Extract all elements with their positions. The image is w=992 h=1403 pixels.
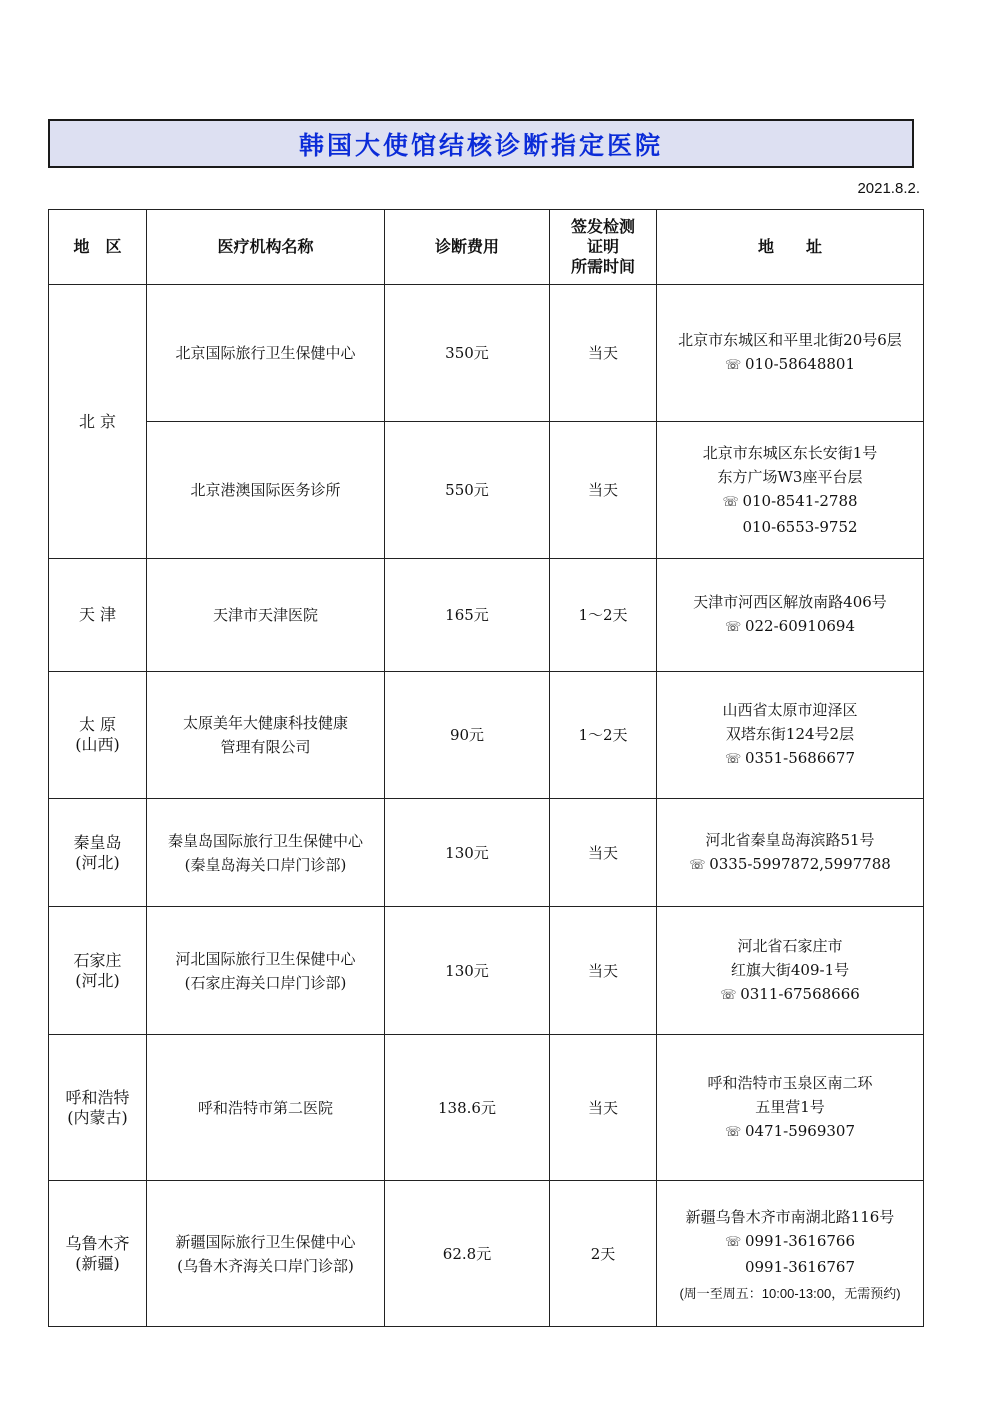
fee-cell: 130元	[385, 799, 550, 907]
address-cell	[657, 799, 924, 907]
phone-number: 022-60910694	[744, 617, 856, 635]
fee-cell: 550元	[385, 422, 550, 559]
region-name: 秦皇岛	[73, 832, 122, 852]
region-name: 太 原	[78, 715, 117, 734]
institution-cell	[147, 1035, 385, 1181]
institution-name: 北京国际旅行卫生保健中心	[175, 344, 356, 362]
address-cell	[657, 672, 924, 799]
address-line: 双塔东街124号2层	[725, 725, 855, 743]
region-name: 乌鲁木齐	[65, 1233, 130, 1253]
table-row	[49, 1035, 924, 1181]
region-name: 呼和浩特	[65, 1087, 130, 1107]
phone-line	[661, 1119, 919, 1145]
institution-name-line-2: (秦皇岛海关口岸门诊部)	[184, 855, 347, 874]
region-cell	[49, 907, 147, 1035]
institution-cell	[147, 799, 385, 907]
institution-name: 天津市天津医院	[212, 606, 318, 624]
region-cell	[49, 672, 147, 799]
header-region: 地 区	[49, 210, 147, 285]
institution-cell	[147, 422, 385, 559]
table-row	[49, 907, 924, 1035]
table-row	[49, 422, 924, 559]
region-name: 石家庄	[73, 950, 122, 970]
telephone-icon: ☏	[724, 620, 742, 635]
region-cell	[49, 1035, 147, 1181]
telephone-icon: ☏	[689, 857, 706, 873]
header-time-line-2: 证明	[586, 237, 619, 256]
region-province: (内蒙古)	[67, 1107, 128, 1127]
time-cell: 2天	[550, 1181, 657, 1327]
phone-line	[661, 352, 919, 378]
address-cell	[657, 907, 924, 1035]
phone-line	[661, 1229, 919, 1255]
address-line: 山西省太原市迎泽区	[722, 701, 858, 719]
time-cell: 当天	[550, 285, 657, 422]
header-address: 地 址	[657, 210, 924, 285]
phone-number: 0991-3616766	[744, 1231, 856, 1250]
time-cell: 1～2天	[550, 559, 657, 672]
address-cell	[657, 1181, 924, 1327]
address-line: 红旗大街409-1号	[730, 960, 850, 979]
header-institution: 医疗机构名称	[147, 210, 385, 285]
institution-name-line-2: (乌鲁木齐海关口岸门诊部)	[177, 1256, 354, 1275]
region-cell	[49, 799, 147, 907]
phone-line	[661, 614, 919, 640]
time-cell: 1～2天	[550, 672, 657, 799]
region-name: 天 津	[78, 605, 117, 624]
address-line: 河北省秦皇岛海滨路51号	[705, 830, 875, 849]
phone-number: 0471-5969307	[744, 1121, 856, 1140]
telephone-icon: ☏	[722, 495, 739, 510]
region-province: (新疆)	[75, 1253, 120, 1273]
page-title: 韩国大使馆结核诊断指定医院	[298, 130, 663, 160]
header-fee: 诊断费用	[385, 210, 550, 285]
phone-line	[661, 746, 919, 772]
address-line: 呼和浩特市玉泉区南二环	[707, 1073, 873, 1092]
time-cell: 当天	[550, 1035, 657, 1181]
institution-cell	[147, 672, 385, 799]
phone-number-secondary: 010-6553-9752	[742, 518, 858, 536]
telephone-icon: ☏	[724, 752, 742, 767]
phone-line	[661, 982, 919, 1008]
address-cell	[657, 559, 924, 672]
address-cell	[657, 1035, 924, 1181]
institution-cell	[147, 1181, 385, 1327]
table-row	[49, 672, 924, 799]
institution-name: 北京港澳国际医务诊所	[190, 481, 341, 499]
address-line: 五里营1号	[755, 1097, 825, 1116]
institution-name: 秦皇岛国际旅行卫生保健中心	[167, 831, 363, 850]
institution-name: 太原美年大健康科技健康	[182, 714, 348, 732]
institution-name: 河北国际旅行卫生保健中心	[175, 949, 356, 968]
region-cell	[49, 559, 147, 672]
telephone-icon: ☏	[720, 987, 737, 1003]
fee-cell: 165元	[385, 559, 550, 672]
phone-number: 010-58648801	[744, 355, 856, 373]
address-line: 天津市河西区解放南路406号	[693, 593, 887, 611]
table-row	[49, 285, 924, 422]
fee-cell: 62.8元	[385, 1181, 550, 1327]
address-cell	[657, 422, 924, 559]
region-cell	[49, 1181, 147, 1327]
address-line: 新疆乌鲁木齐市南湖北路116号	[685, 1207, 895, 1226]
phone-number: 0351-5686677	[744, 749, 856, 767]
time-cell: 当天	[550, 422, 657, 559]
address-line: 北京市东城区和平里北街20号6层	[678, 331, 902, 349]
phone-line	[661, 852, 919, 878]
phone-line	[661, 489, 919, 515]
address-line: 河北省石家庄市	[737, 936, 843, 955]
region-province: (山西)	[75, 735, 120, 754]
region-province: (河北)	[75, 852, 120, 872]
institution-cell	[147, 559, 385, 672]
telephone-icon: ☏	[724, 358, 742, 373]
institution-name-line-2: 管理有限公司	[220, 738, 311, 756]
region-province: (河北)	[75, 970, 120, 990]
table-row	[49, 1181, 924, 1327]
table-header-row	[49, 210, 924, 285]
fee-cell: 130元	[385, 907, 550, 1035]
institution-cell	[147, 285, 385, 422]
region-name: 北 京	[78, 411, 117, 431]
opening-hours-note: (周一至周五：10:00-13:00，无需预约)	[679, 1285, 901, 1301]
phone-number-secondary: 0991-3616767	[744, 1257, 856, 1276]
fee-cell: 350元	[385, 285, 550, 422]
address-line: 北京市东城区东长安街1号	[702, 444, 878, 462]
table-row	[49, 799, 924, 907]
phone-number: 0311-67568666	[740, 984, 860, 1003]
fee-cell: 138.6元	[385, 1035, 550, 1181]
institution-name: 新疆国际旅行卫生保健中心	[175, 1232, 356, 1251]
hospital-table	[48, 209, 924, 1327]
time-cell: 当天	[550, 799, 657, 907]
institution-cell	[147, 907, 385, 1035]
institution-name: 呼和浩特市第二医院	[197, 1098, 333, 1117]
header-time	[550, 210, 657, 285]
header-time-line-1: 签发检测	[570, 217, 635, 236]
institution-name-line-2: (石家庄海关口岸门诊部)	[184, 973, 347, 992]
address-line: 东方广场W3座平台层	[717, 468, 863, 486]
telephone-icon: ☏	[724, 1124, 742, 1140]
table-row	[49, 559, 924, 672]
address-cell	[657, 285, 924, 422]
phone-number: 010-8541-2788	[742, 492, 858, 510]
fee-cell: 90元	[385, 672, 550, 799]
phone-number: 0335-5997872,5997788	[709, 854, 891, 873]
telephone-icon: ☏	[724, 1234, 742, 1250]
header-time-line-3: 所需时间	[570, 257, 635, 276]
time-cell: 当天	[550, 907, 657, 1035]
region-cell-beijing	[49, 285, 147, 559]
document-date: 2021.8.2.	[857, 180, 920, 197]
title-banner	[48, 119, 914, 168]
